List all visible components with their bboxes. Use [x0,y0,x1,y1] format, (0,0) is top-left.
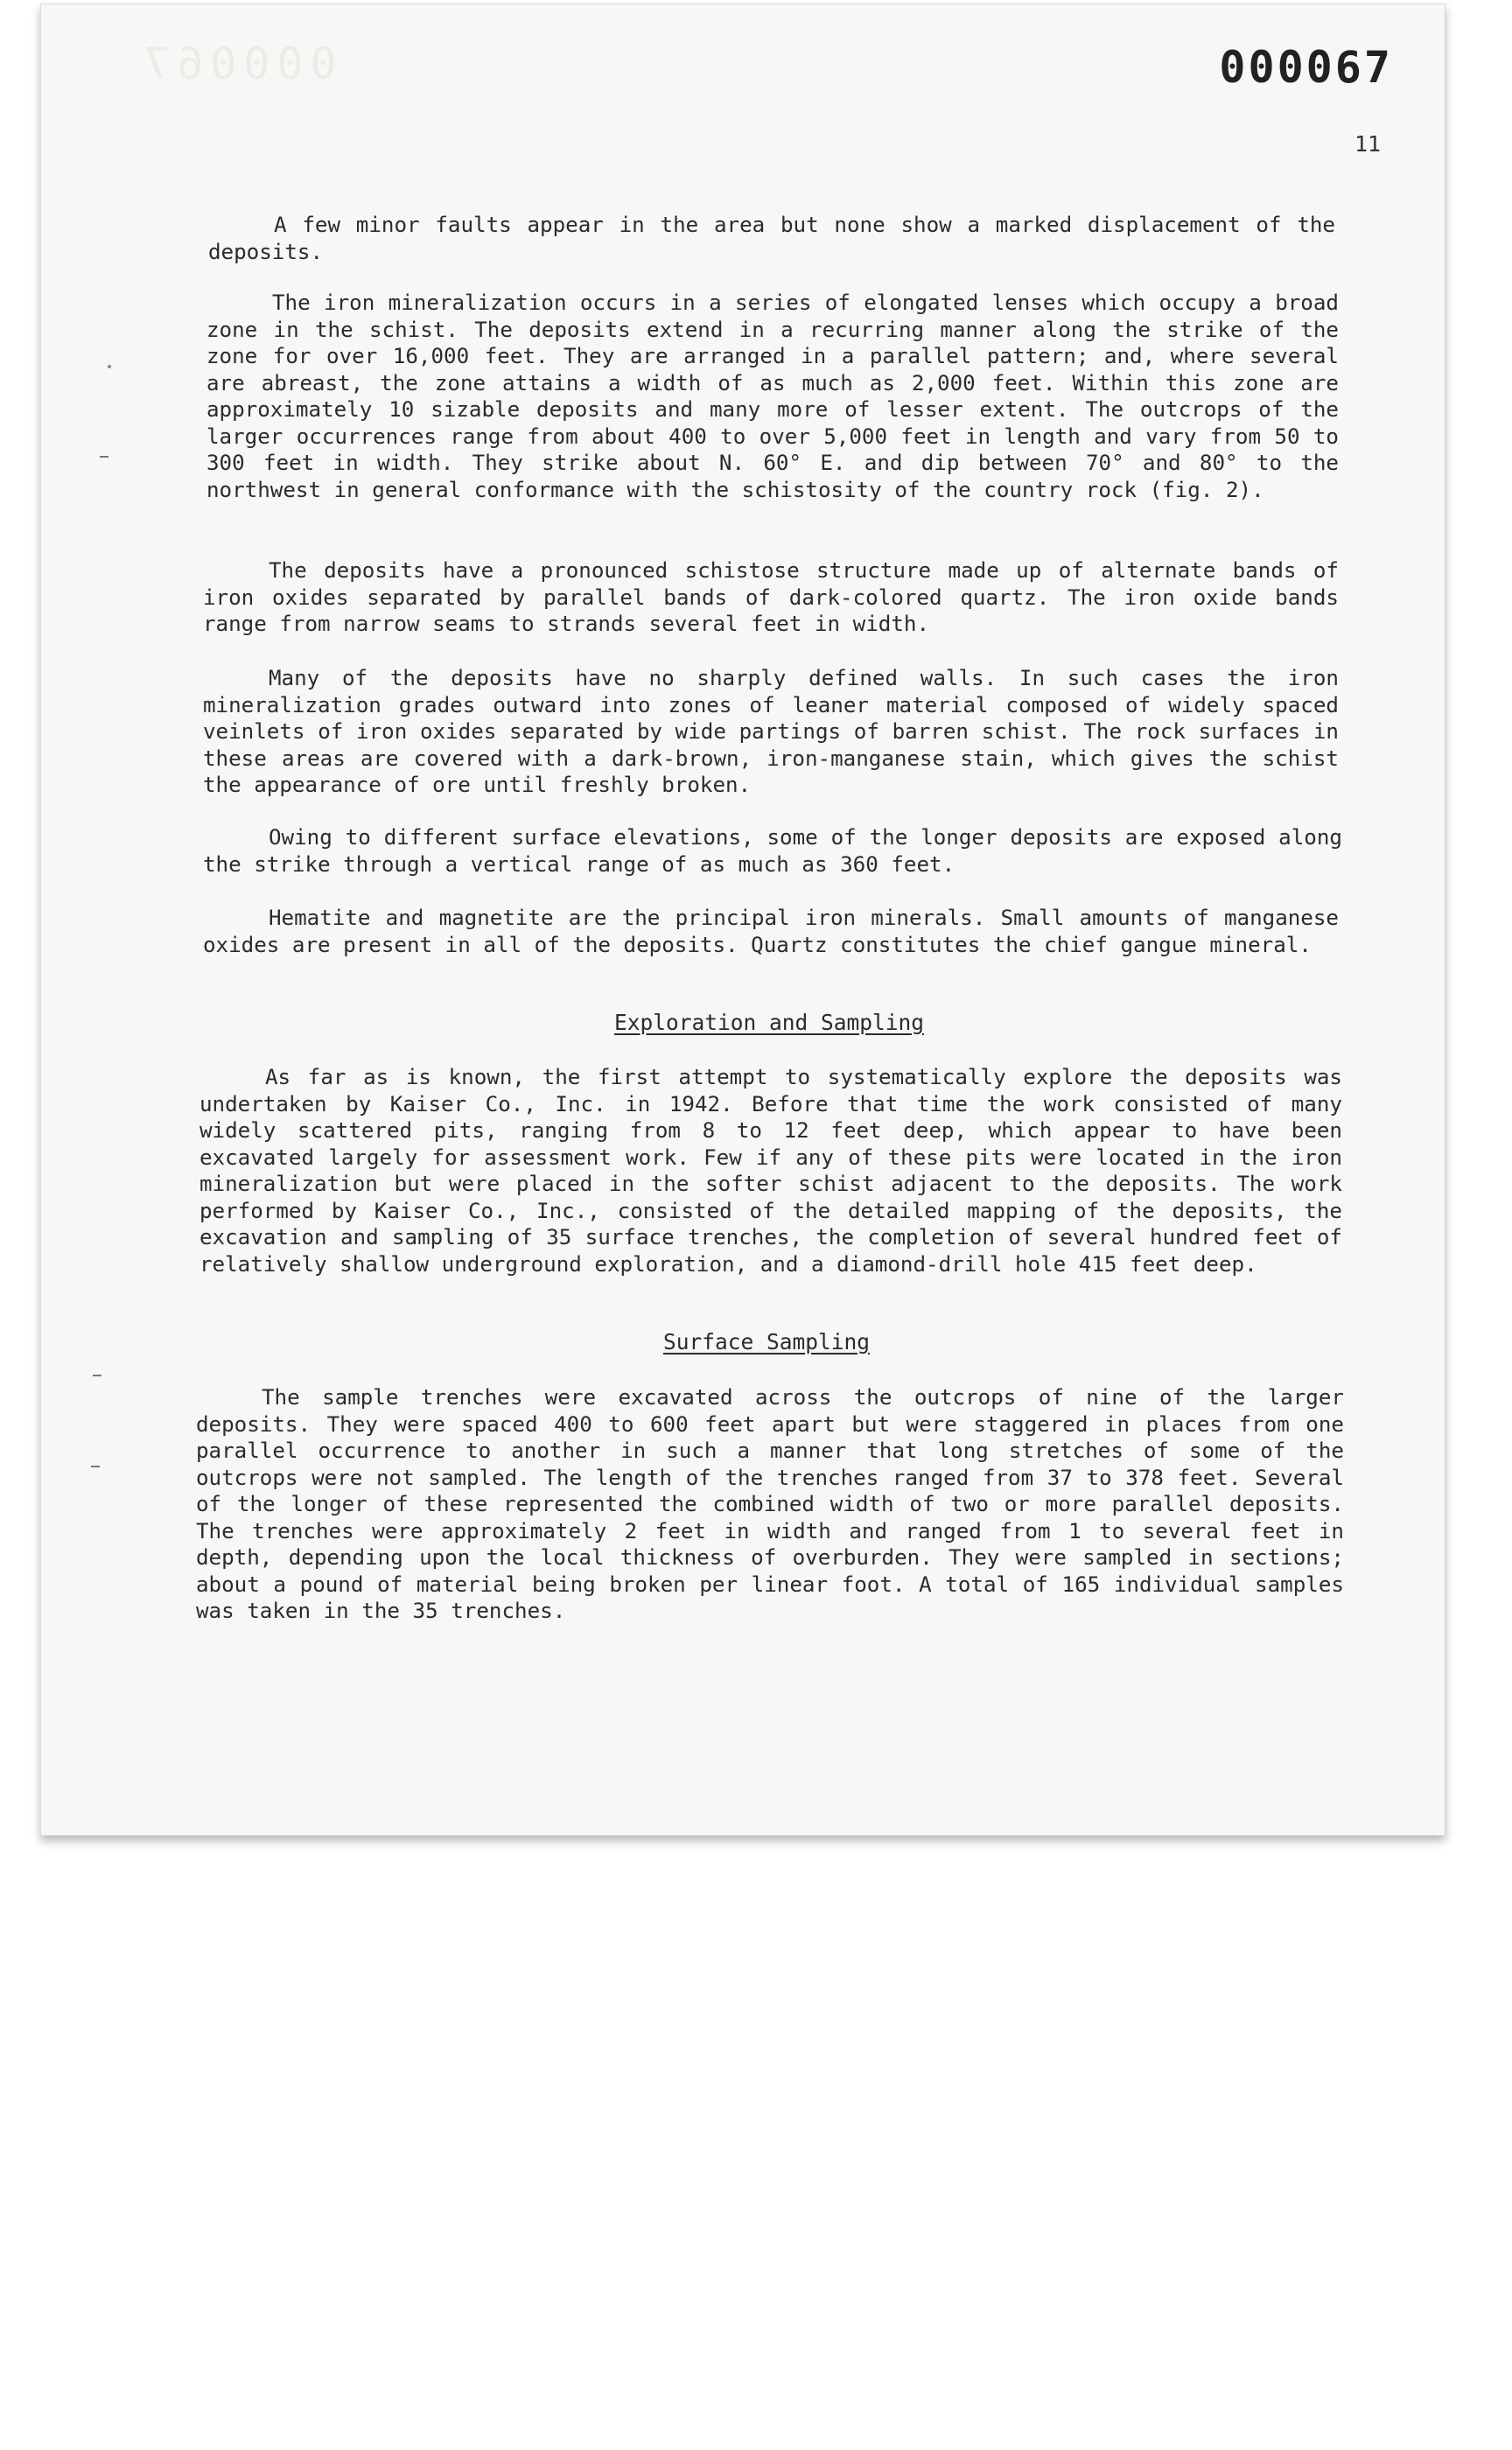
margin-mark [93,1375,102,1376]
paragraph-faults: A few minor faults appear in the area but none show a marked displacement of the deposits. [208,213,1335,264]
paragraph-surface-sampling: The sample trenches were excavated across the outcrops of nine of the larger deposits. They were spaced 400 to 600 feet apart but were staggered in places from one parallel occurrence to another in such a manner that long stretches of some of the outcrops were not sampled. The length of the trenches ranged from 37 to 378 feet. Several of the longer of these represented the combined width of two or more parallel deposits. The trenches were approximately 2 feet in width and ranged from 1 to several feet in depth, depending upon the local thickness of overburden. They were sampled in sections; about a pound of material being broken per linear foot. A total of 165 individual samples was taken in the 35 trenches. [196,1385,1344,1623]
heading-surface-sampling: Surface Sampling [663,1329,871,1354]
paragraph-mineralization: The iron mineralization occurs in a series of elongated lenses which occupy a broad zone in the schist. The deposits extend in a recurring manner along the strike of the zone for over 16,000 feet. They are arranged in a parallel pattern; and, where several are abreast, the zone attains a width of as much as 2,000 feet. Within this zone are approximately 10 sizable deposits and many more of lesser extent. The outcrops of the larger occurrences range from about 400 to over 5,000 feet in length and vary from 50 to 300 feet in width. They strike about N. 60° E. and dip between 70° and 80° to the northwest in general conformance with the schistosity of the country rock (fig. 2). [206,290,1339,502]
bleed-through-stamp: 000067 [136,38,337,89]
paragraph-schistose-structure: The deposits have a pronounced schistose structure made up of alternate bands of iron oxides separated by parallel bands of dark-colored quartz. The iron oxide bands range from narrow seams to strands several feet in width. [203,558,1339,636]
margin-mark [100,456,108,458]
paragraph-elevations: Owing to different surface elevations, some of the longer deposits are exposed along the strike through a vertical range of as much as 360 feet. [203,825,1342,877]
paragraph-walls: Many of the deposits have no sharply defined walls. In such cases the iron mineralization grades outward into zones of leaner material composed of widely spaced veinlets of iron oxides separated by wide partings of barren schist. The rock surfaces in these areas are covered with a dark-brown, iron-manganese stain, which gives the schist the appearance of ore until freshly broken. [203,666,1339,797]
paragraph-exploration: As far as is known, the first attempt to systematically explore the deposits was undertaken by Kaiser Co., Inc. in 1942. Before that time the work consisted of many widely scattered pits, ranging from 8 to 12 feet deep, which appear to have been excavated largely for assessment work. Few if any of these pits were located in the iron mineralization but were placed in the softer schist adjacent to the deposits. The work performed by Kaiser Co., Inc., consisted of the detailed mapping of the deposits, the excavation and sampling of 35 surface trenches, the completion of several hundred feet of relatively shallow underground exploration, and a diamond-drill hole 415 feet deep. [200,1065,1342,1277]
heading-exploration-sampling: Exploration and Sampling [614,1010,925,1035]
scan-speck [108,365,111,368]
margin-mark [91,1466,100,1467]
document-page [40,4,1446,1836]
page-number: 11 [1354,131,1382,157]
paragraph-minerals: Hematite and magnetite are the principal iron minerals. Small amounts of manganese oxides are present in all of the deposits. Quartz constitutes the chief gangue mineral. [203,906,1339,957]
document-stamp-number: 000067 [1219,42,1393,93]
